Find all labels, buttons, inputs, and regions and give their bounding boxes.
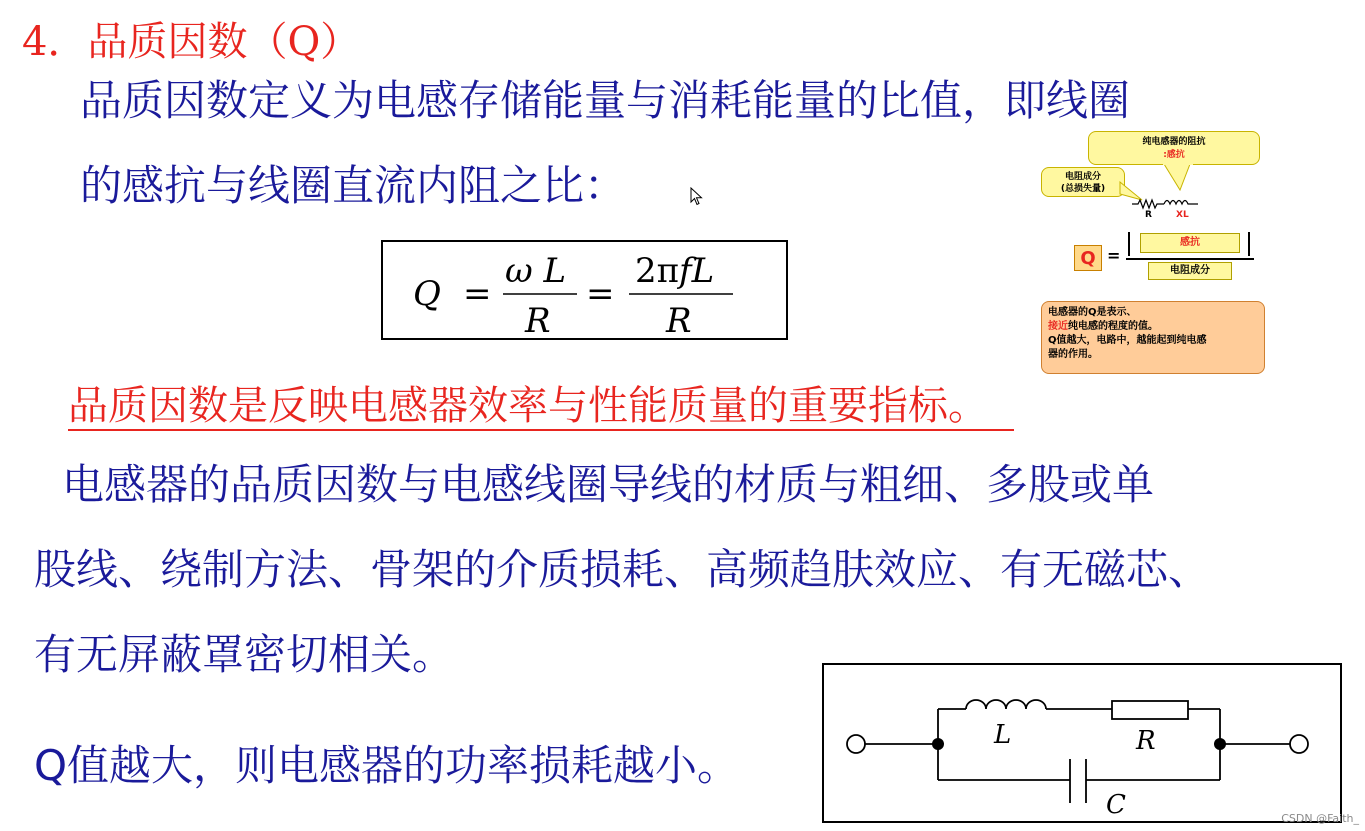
- formula-eq-1: =: [463, 274, 492, 314]
- resistance-bubble: 电阻成分 (总损失量): [1041, 167, 1125, 197]
- q-equals: =: [1107, 246, 1121, 265]
- key-indicator-statement: 品质因数是反映电感器效率与性能质量的重要指标。: [68, 383, 1014, 431]
- formula-q: Q: [413, 274, 441, 314]
- circuit-label-r: R: [1136, 726, 1156, 756]
- formula-num-1: ω L: [505, 251, 567, 291]
- mouse-cursor-icon: [690, 187, 704, 211]
- formula-den-2: R: [666, 301, 692, 338]
- page-heading: 4．品质因数（Q）: [22, 19, 361, 65]
- rlc-circuit-diagram: [822, 663, 1342, 823]
- q-symbol-box: Q: [1074, 245, 1102, 271]
- formula-den-1: R: [525, 301, 551, 338]
- formula-eq-2: =: [586, 274, 615, 314]
- bubble-pointer-icon: [1160, 160, 1200, 192]
- circuit-label-c: C: [1106, 790, 1126, 820]
- watermark: CSDN @Faith_: [1281, 812, 1359, 825]
- q-formula-box: [381, 240, 788, 340]
- factors-line-3: 有无屏蔽罩密切相关。: [34, 630, 455, 679]
- circuit-label-l: L: [994, 720, 1012, 750]
- label-r: R: [1145, 210, 1152, 220]
- pure-inductor-bubble: 纯电感器的阻抗 :感抗: [1088, 131, 1260, 165]
- definition-line-1: 品质因数定义为电感存储能量与消耗能量的比值，即线圈: [80, 76, 1131, 125]
- denominator-box: 电阻成分: [1148, 262, 1232, 280]
- numerator-box: 感抗: [1140, 233, 1240, 253]
- factors-line-1: 电感器的品质因数与电感线圈导线的材质与粗细、多股或单: [62, 460, 1155, 509]
- rl-symbol-icon: [1130, 196, 1202, 210]
- definition-line-2: 的感抗与线圈直流内阻之比：: [80, 161, 627, 210]
- conclusion-line: Q值越大，则电感器的功率损耗越小。: [34, 741, 740, 790]
- factors-line-2: 股线、绕制方法、骨架的介质损耗、高频趋肤效应、有无磁芯、: [34, 545, 1211, 594]
- q-explanation-note: 电感器的Q是表示、 接近纯电感的程度的值。 Q值越大，电路中，越能起到纯电感 器的作用。: [1041, 301, 1265, 374]
- label-xl: XL: [1176, 210, 1189, 220]
- fraction-bar: [1126, 258, 1254, 260]
- formula-num-2: 2πfL: [635, 251, 715, 291]
